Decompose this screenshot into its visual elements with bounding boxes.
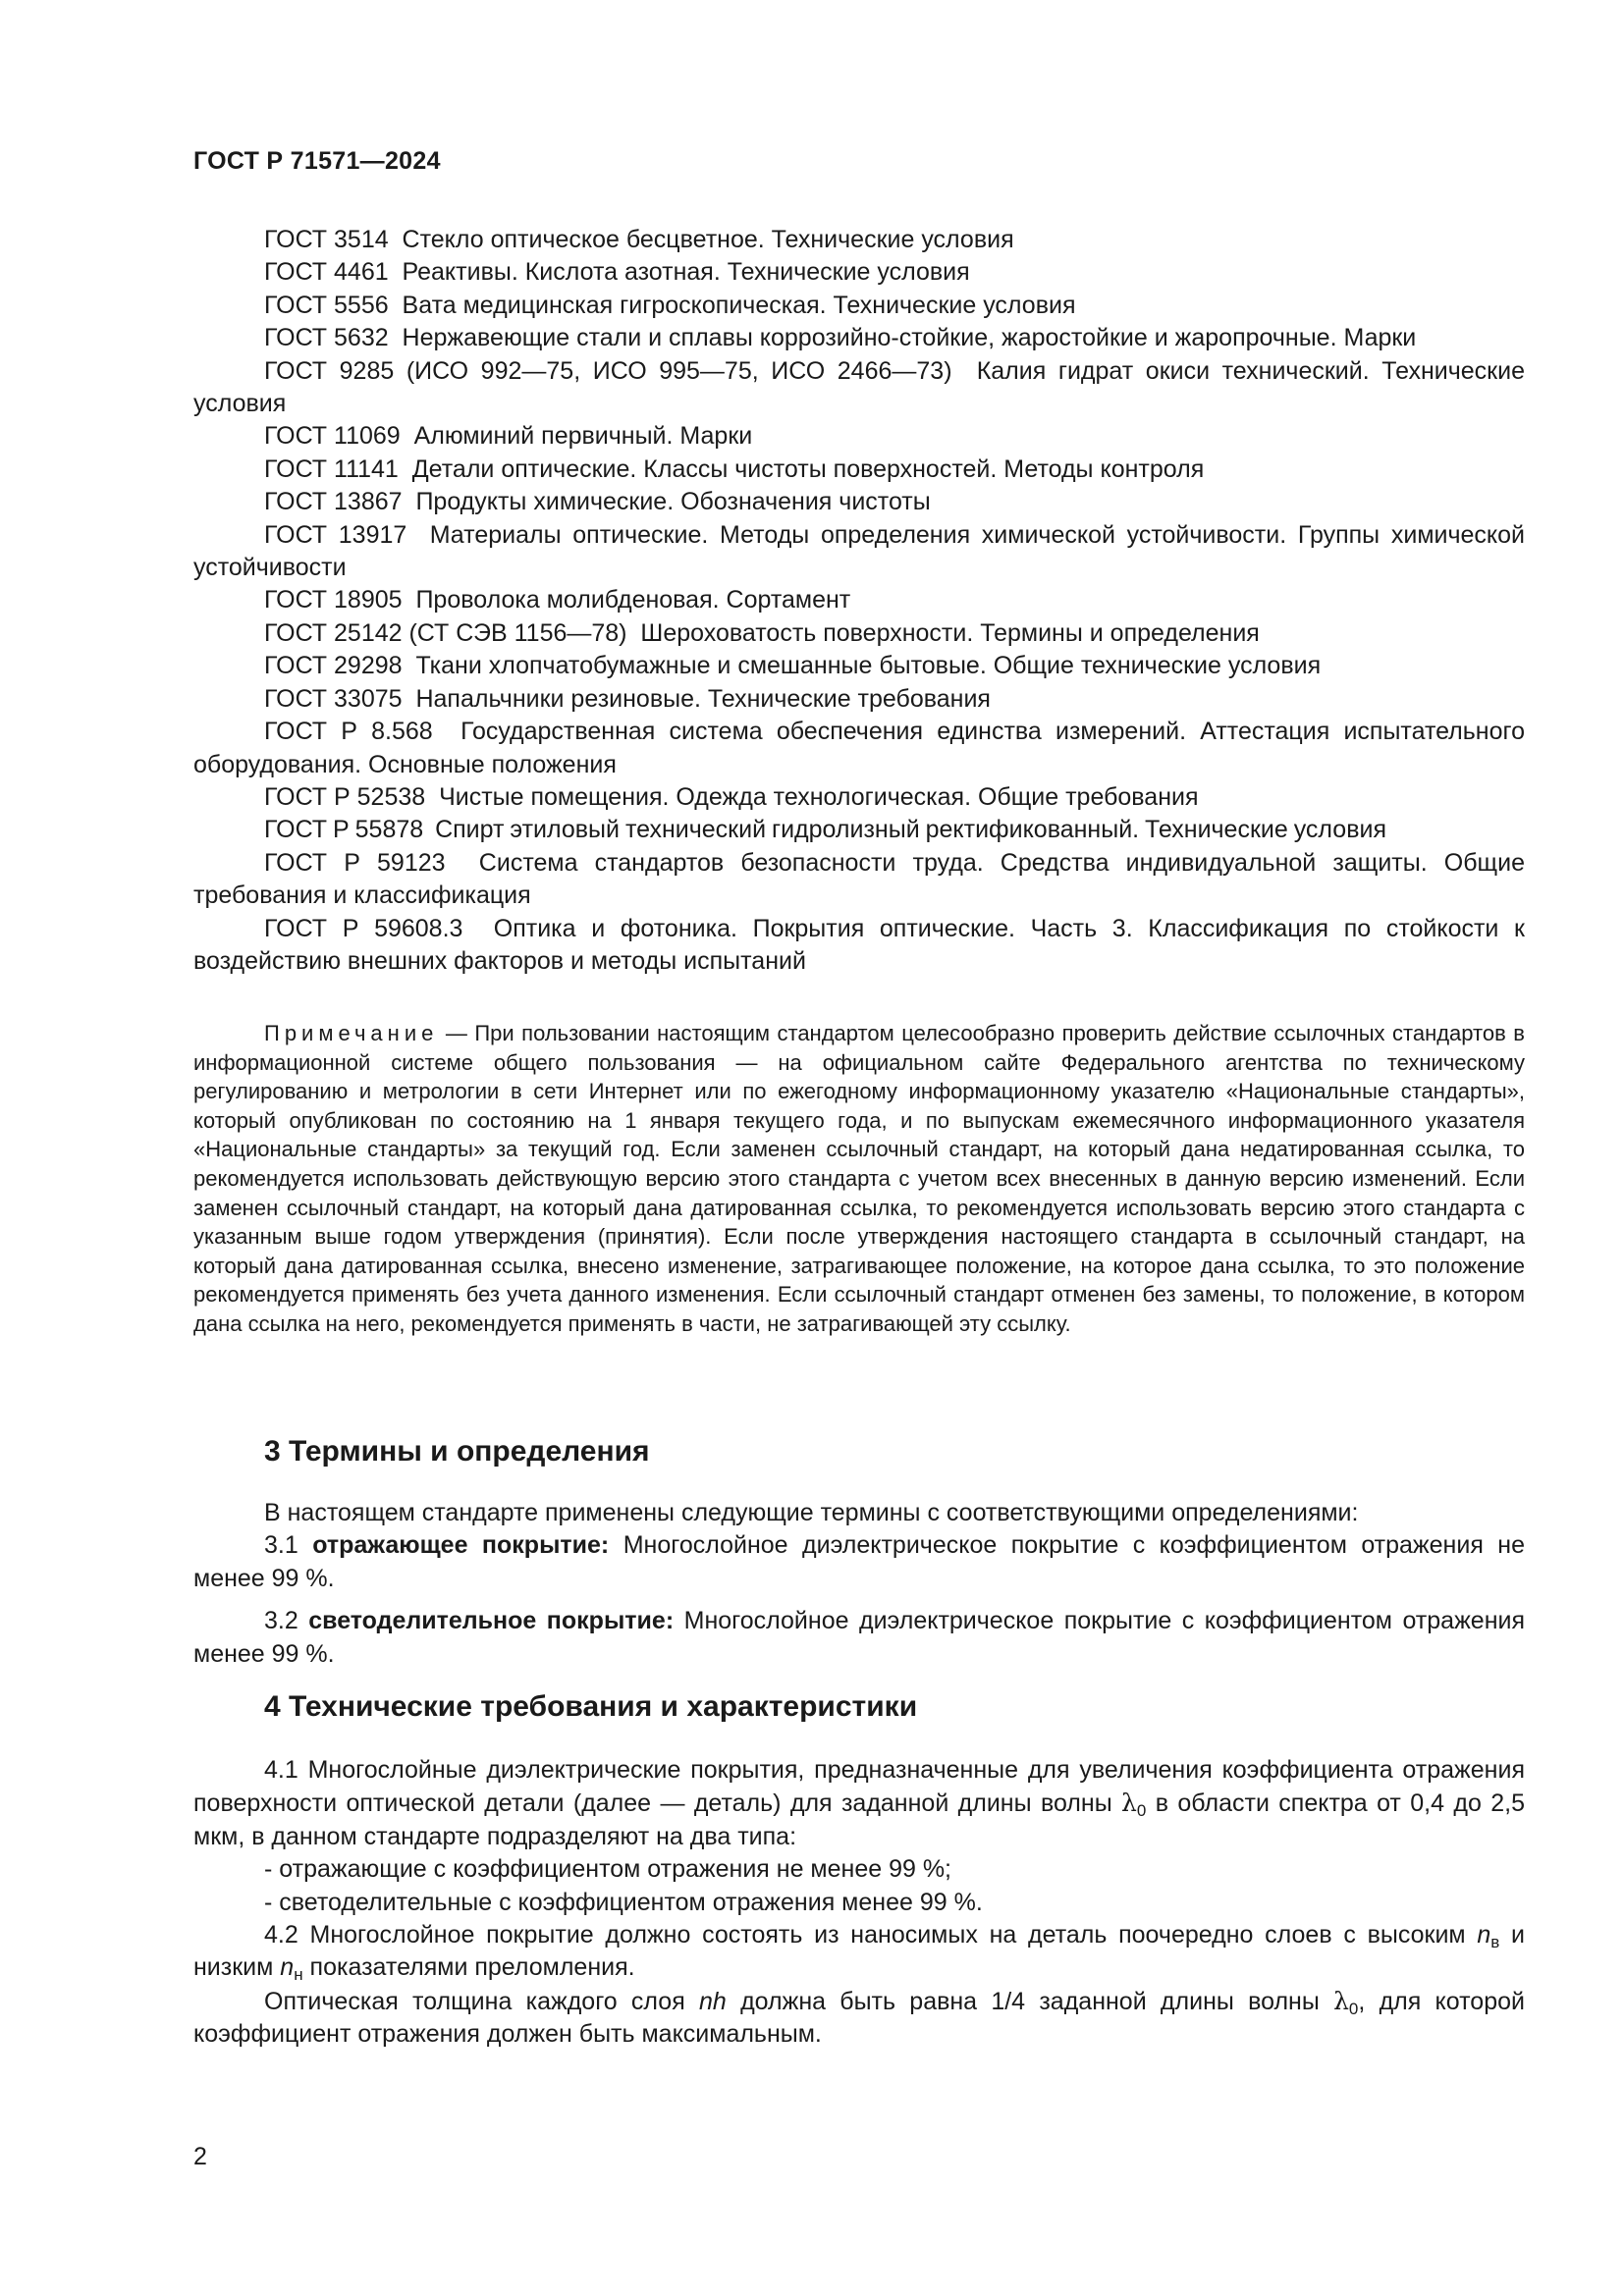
clause-text: показателями преломления. [309,1953,635,1982]
section-4-body [193,1754,1525,2052]
note-label: Примечание [264,1021,439,1045]
reference-code: ГОСТ 9285 (ИСО 992—75, ИСО 995—75, ИСО 2466—73) [264,356,952,385]
clause-4-1 [193,1754,1525,1853]
reference-code: ГОСТ 13917 [264,520,407,549]
reference-item [193,224,1525,256]
clause-text: должна быть равна 1/4 заданной длины волны [740,1987,1320,2015]
reference-item [193,355,1525,421]
reference-code: ГОСТ 11141 [264,454,399,483]
lambda-subscript: 0 [1136,1801,1147,1821]
note-text: — При пользовании настоящим стандартом целесообразно проверить действие ссылочных стандартов в информационной системе общего пользования — на официальном сайте Федерального агентства по техническому регулированию и метрологии в сети Интернет или по ежегодному информационному указателю «Национальные стандарты», который опубликован по состоянию на 1 января текущего года, и по выпускам ежемесячного информационного указателя «Национальные стандарты» за текущий год. Если заменен ссылочный стандарт, на который дана недатированная ссылка, то рекомендуется использовать действующую версию этого стандарта с учетом всех внесенных в данную версию изменений. Если заменен ссылочный стандарт, на который дана датированная ссылка, то рекомендуется использовать версию этого стандарта с указанным выше годом утверждения (принятия). Если после утверждения настоящего стандарта в ссылочный стандарт, на который дана датированная ссылка, внесено изменение, затрагивающее положение, на которое дана ссылка, то это положение рекомендуется применять без учета данного изменения. Если ссылочный стандарт отменен без замены, то положение, в котором дана ссылка на него, рекомендуется применять в части, не затрагивающей эту ссылку. [193,1021,1525,1336]
clause-number: 4.1 [264,1756,298,1784]
reference-code: ГОСТ 18905 [264,586,403,614]
reference-item [193,519,1525,585]
reference-title: Государственная система обеспечения единства измерений. Аттестация испытательного оборудования. Основные положения [193,718,1525,778]
clause-text: Оптическая толщина каждого слоя [264,1987,685,2015]
reference-title: Спирт этиловый технический гидролизный ректификованный. Технические условия [435,816,1386,844]
page-number: 2 [193,2143,207,2170]
clause-text: и низким [193,1921,1526,1982]
clause-4-2-optical-thickness [193,1985,1525,2052]
reference-item [193,584,1525,616]
list-item: - отражающие с коэффициентом отражения не менее 99 %; [264,1855,951,1884]
reference-code: ГОСТ 13867 [264,488,403,516]
clause-text: в области спектра от 0,4 до 2,5 мкм, в данном стандарте подразделяют на два типа: [193,1789,1525,1850]
clause-text: , для которой коэффициент отражения должен быть максимальным. [193,1987,1525,2049]
reference-code: ГОСТ 33075 [264,684,403,713]
reference-code: ГОСТ Р 59608.3 [264,914,463,942]
reference-code: ГОСТ 29298 [264,652,403,680]
section-3-title: 3 Термины и определения [264,1435,650,1468]
n-high-subscript: в [1490,1933,1500,1952]
reference-code: ГОСТ 25142 (СТ СЭВ 1156—78) [264,618,627,647]
clause-text: Многослойное покрытие должно состоять из наносимых на деталь поочередно слоев с высоким [309,1921,1466,1949]
list-item: - светоделительные с коэффициентом отражения менее 99 %. [264,1888,983,1916]
term-text: Многослойное диэлектрическое покрытие с коэффициентом отражения не менее 99 %. [193,1531,1526,1592]
reference-item [193,650,1525,682]
n-symbol: n [1477,1921,1491,1949]
reference-title: Оптика и фотоника. Покрытия оптические. Часть 3. Классификация по стойкости к воздействию внешних факторов и методы испытаний [193,914,1525,975]
reference-item [193,814,1525,846]
term-number: 3.1 [264,1531,298,1560]
reference-title: Напальчники резиновые. Технические требования [415,684,991,713]
reference-item [193,322,1525,354]
reference-title: Продукты химические. Обозначения чистоты [415,488,931,516]
reference-title: Проволока молибденовая. Сортамент [415,586,851,614]
reference-title: Алюминий первичный. Марки [413,422,753,451]
reference-item [193,781,1525,814]
term-name: отражающее покрытие: [312,1531,610,1560]
lambda-symbol: λ [1333,1986,1349,2015]
clause-number: 4.2 [264,1921,298,1949]
reference-item [193,913,1525,979]
lambda-subscript: 0 [1348,1999,1359,2018]
reference-title: Реактивы. Кислота азотная. Технические условия [402,258,970,287]
reference-title: Ткани хлопчатобумажные и смешанные бытовые. Общие технические условия [415,652,1322,680]
reference-title: Детали оптические. Классы чистоты поверхностей. Методы контроля [411,454,1205,483]
clause-text: Многослойные диэлектрические покрытия, предназначенные для увеличения коэффициента отражения поверхности оптической детали (далее — деталь) для заданной длины волны [193,1756,1525,1818]
reference-title: Вата медицинская гигроскопическая. Технические условия [402,291,1076,319]
reference-code: ГОСТ 5556 [264,291,389,319]
reference-item [193,290,1525,322]
reference-code: ГОСТ Р 8.568 [264,718,433,746]
reference-code: ГОСТ 5632 [264,324,389,352]
reference-item [193,420,1525,453]
reference-item [193,847,1525,913]
reference-code: ГОСТ Р 55878 [264,816,424,844]
term-name: светоделительное покрытие: [308,1607,675,1635]
section-3-intro: В настоящем стандарте применены следующие термины с соответствующими определениями: [264,1499,1359,1526]
nh-symbol: nh [699,1987,727,2015]
lambda-symbol: λ [1121,1789,1137,1818]
reference-code: ГОСТ 3514 [264,226,389,253]
reference-code: ГОСТ 11069 [264,422,401,451]
reference-code: ГОСТ Р 59123 [264,848,446,877]
reference-title: Система стандартов безопасности труда. Средства индивидуальной защиты. Общие требования и классификация [193,848,1525,910]
n-low-subscript: н [294,1965,303,1985]
n-symbol: n [280,1953,295,1982]
reference-title: Материалы оптические. Методы определения химической устойчивости. Группы химической устойчивости [193,520,1525,582]
reference-title: Нержавеющие стали и сплавы коррозийно-стойкие, жаростойкие и жаропрочные. Марки [402,324,1417,352]
reference-title: Стекло оптическое бесцветное. Технические условия [402,226,1014,253]
section-4-title: 4 Технические требования и характеристики [264,1690,918,1723]
reference-item [193,454,1525,486]
reference-title: Чистые помещения. Одежда технологическая. Общие требования [439,782,1199,811]
reference-item [193,716,1525,781]
reference-item [193,617,1525,650]
normative-references [193,224,1525,978]
term-definition [193,1529,1525,1595]
term-number: 3.2 [264,1607,298,1635]
reference-code: ГОСТ Р 52538 [264,782,426,811]
reference-note [193,1019,1525,1339]
reference-item [193,486,1525,518]
reference-item [193,683,1525,716]
reference-title: Шероховатость поверхности. Термины и определения [640,618,1260,647]
reference-title: Калия гидрат окиси технический. Технические условия [193,356,1525,418]
clause-4-2 [193,1919,1525,1985]
reference-item [193,256,1525,289]
term-definition [193,1605,1525,1671]
standard-header: ГОСТ Р 71571—2024 [193,147,441,175]
section-3-body [193,1497,1525,1671]
reference-code: ГОСТ 4461 [264,258,389,287]
term-text: Многослойное диэлектрическое покрытие с коэффициентом отражения менее 99 %. [193,1607,1526,1668]
